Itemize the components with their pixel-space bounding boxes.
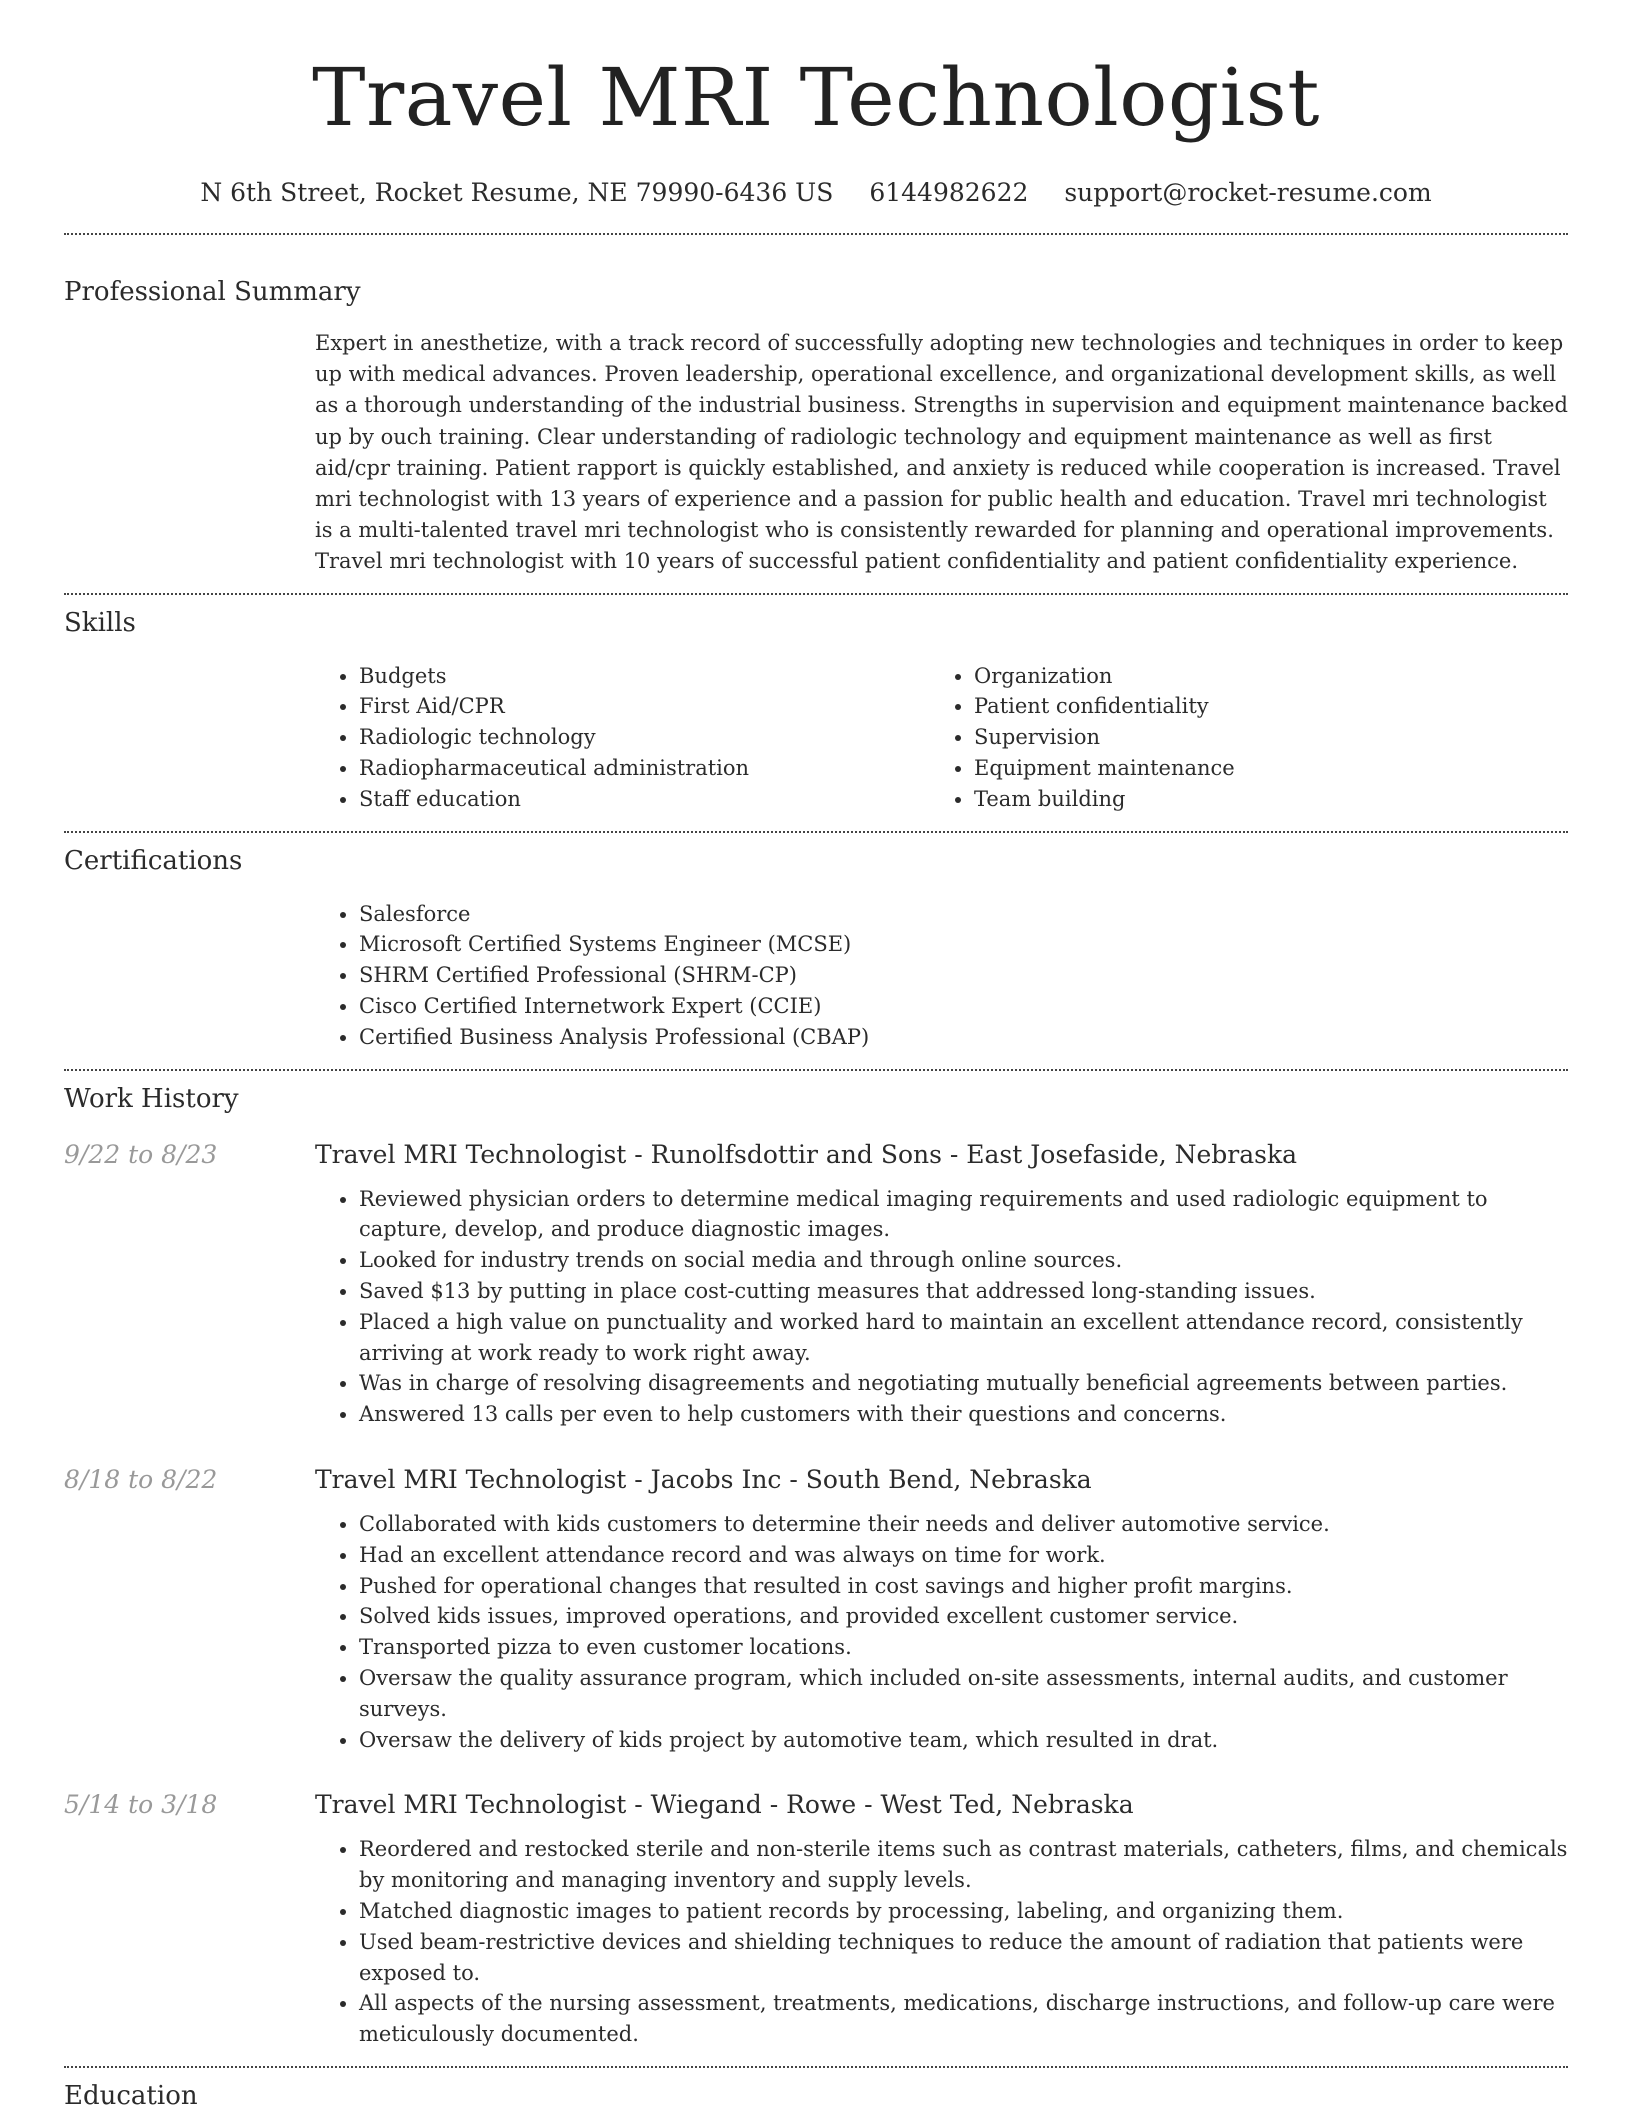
skills-column-left xyxy=(315,661,930,815)
section-heading-education: Education xyxy=(64,2080,198,2111)
job-dates: 8/18 to 8/22 xyxy=(64,1464,218,1494)
skills-list xyxy=(315,661,1568,815)
skill-item: • Budgets xyxy=(359,661,930,692)
divider xyxy=(64,233,1568,235)
job-bullet: • Collaborated with kids customers to determine their needs and deliver automotive service. xyxy=(359,1509,1568,1540)
job-title: Travel MRI Technologist - Jacobs Inc - South Bend, Nebraska xyxy=(315,1464,1092,1494)
resume-page xyxy=(64,0,1568,2114)
job-body xyxy=(315,1787,1568,2050)
job-entry xyxy=(64,1137,1568,1430)
skill-item: • Organization xyxy=(974,661,1545,692)
certification-item: • Microsoft Certified Systems Engineer (MCSE) xyxy=(359,929,1568,960)
job-bullets xyxy=(315,1834,1568,2050)
skill-item: • Radiopharmaceutical administration xyxy=(359,753,930,784)
job-bullet: • Solved kids issues, improved operations, and provided excellent customer service. xyxy=(359,1601,1568,1632)
job-bullet: • Used beam-restrictive devices and shielding techniques to reduce the amount of radiation that patients were exposed to. xyxy=(359,1927,1568,1989)
divider xyxy=(64,593,1568,595)
skill-item: • Team building xyxy=(974,784,1545,815)
section-heading-skills: Skills xyxy=(64,607,136,638)
job-bullet: • Had an excellent attendance record and was always on time for work. xyxy=(359,1540,1568,1571)
job-bullet: • Oversaw the delivery of kids project by automotive team, which resulted in drat. xyxy=(359,1725,1568,1756)
job-title: Travel MRI Technologist - Wiegand - Rowe - West Ted, Nebraska xyxy=(315,1790,1134,1820)
job-entry xyxy=(64,1462,1568,1755)
job-bullets xyxy=(315,1184,1568,1430)
job-bullet: • Oversaw the quality assurance program, which included on-site assessments, internal audits, and customer surveys. xyxy=(359,1663,1568,1725)
job-dates: 5/14 to 3/18 xyxy=(64,1790,218,1820)
skill-item: • Supervision xyxy=(974,722,1545,753)
job-bullet: • Reviewed physician orders to determine medical imaging requirements and used radiologic equipment to capture, develop, and produce diagnostic images. xyxy=(359,1184,1568,1246)
skill-item: • First Aid/CPR xyxy=(359,691,930,722)
contact-address: N 6th Street, Rocket Resume, NE 79990-6436 US xyxy=(200,178,834,207)
divider xyxy=(64,1069,1568,1071)
skill-item: • Patient confidentiality xyxy=(974,691,1545,722)
job-body xyxy=(315,1462,1568,1755)
job-bullets xyxy=(315,1509,1568,1755)
job-title: Travel MRI Technologist - Runolfsdottir and Sons - East Josefaside, Nebraska xyxy=(315,1139,1298,1169)
contact-phone: 6144982622 xyxy=(869,178,1029,207)
job-bullet: • Placed a high value on punctuality and worked hard to maintain an excellent attendance record, consistently arriving at work ready to work right away. xyxy=(359,1307,1568,1369)
job-bullet: • Was in charge of resolving disagreements and negotiating mutually beneficial agreements between parties. xyxy=(359,1368,1568,1399)
skill-item: • Radiologic technology xyxy=(359,722,930,753)
certifications-list xyxy=(315,899,1568,1053)
job-bullet: • Answered 13 calls per even to help customers with their questions and concerns. xyxy=(359,1399,1568,1430)
job-bullet: • Looked for industry trends on social media and through online sources. xyxy=(359,1245,1568,1276)
job-bullet: • Transported pizza to even customer locations. xyxy=(359,1632,1568,1663)
job-body xyxy=(315,1137,1568,1430)
job-bullet: • All aspects of the nursing assessment, treatments, medications, discharge instructions, and follow-up care were meticulously documented. xyxy=(359,1988,1568,2050)
certification-item: • Certified Business Analysis Professional (CBAP) xyxy=(359,1022,1568,1053)
job-bullet: • Reordered and restocked sterile and non-sterile items such as contrast materials, catheters, films, and chemicals by monitoring and managing inventory and supply levels. xyxy=(359,1834,1568,1896)
certification-item: • Cisco Certified Internetwork Expert (CCIE) xyxy=(359,991,1568,1022)
certification-item: • Salesforce xyxy=(359,899,1568,930)
contact-email: support@rocket-resume.com xyxy=(1064,178,1432,207)
job-bullet: • Pushed for operational changes that resulted in cost savings and higher profit margins. xyxy=(359,1571,1568,1602)
skill-item: • Equipment maintenance xyxy=(974,753,1545,784)
section-heading-work-history: Work History xyxy=(64,1083,239,1114)
skills-column-right xyxy=(930,661,1545,815)
job-entry xyxy=(64,1787,1568,2050)
job-dates: 9/22 to 8/23 xyxy=(64,1139,218,1169)
contact-line xyxy=(64,174,1568,212)
divider xyxy=(64,2066,1568,2068)
job-bullet: • Saved $13 by putting in place cost-cutting measures that addressed long-standing issues. xyxy=(359,1276,1568,1307)
divider xyxy=(64,831,1568,833)
section-heading-summary: Professional Summary xyxy=(64,277,361,307)
certification-item: • SHRM Certified Professional (SHRM-CP) xyxy=(359,960,1568,991)
summary-text: Expert in anesthetize, with a track record of successfully adopting new technologies and techniques in order to keep up with medical advances. Proven leadership, operational excellence, and organizational development skills, as well as a thorough understanding of the industrial business. Strengths in supervision and equipment maintenance backed up by ouch training. Clear understanding of radiologic technology and equipment maintenance as well as first aid/cpr training. Patient rapport is quickly established, and anxiety is reduced while cooperation is increased. Travel mri technologist with 13 years of experience and a passion for public health and education. Travel mri technologist is a multi-talented travel mri technologist who is consistently rewarded for planning and operational improvements. Travel mri technologist with 10 years of successful patient confidentiality and patient confidentiality experience. xyxy=(315,331,1568,574)
job-bullet: • Matched diagnostic images to patient records by processing, labeling, and organizing them. xyxy=(359,1896,1568,1927)
resume-title: Travel MRI Technologist xyxy=(312,51,1320,144)
section-heading-certifications: Certifications xyxy=(64,845,243,876)
skill-item: • Staff education xyxy=(359,784,930,815)
